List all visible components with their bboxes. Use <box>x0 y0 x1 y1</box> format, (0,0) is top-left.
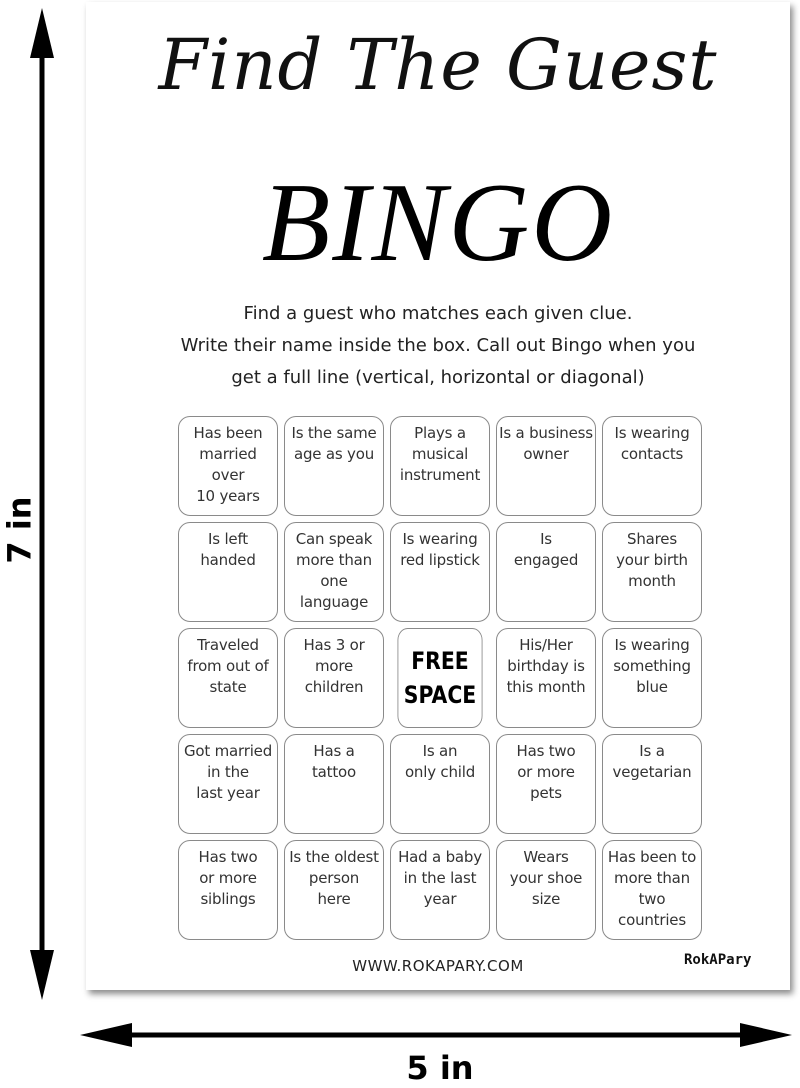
free-space-cell: FREE SPACE <box>398 628 483 728</box>
bingo-cell[interactable]: Has two or more pets <box>496 734 596 834</box>
instructions <box>126 298 750 394</box>
bingo-cell[interactable]: His/Her birthday is this month <box>496 628 596 728</box>
bingo-cell[interactable]: Can speak more than one language <box>284 522 384 622</box>
bingo-cell[interactable]: Wears your shoe size <box>496 840 596 940</box>
instruction-line: get a full line (vertical, horizontal or diagonal) <box>231 367 645 388</box>
width-label: 5 in <box>406 1049 474 1087</box>
bingo-cell[interactable]: Got married in the last year <box>178 734 278 834</box>
bingo-cell[interactable]: Is a business owner <box>496 416 596 516</box>
instruction-line: Find a guest who matches each given clue. <box>243 303 633 324</box>
bingo-cell[interactable]: Plays a musical instrument <box>390 416 490 516</box>
bingo-cell[interactable]: Has been to more than two countries <box>602 840 702 940</box>
bingo-cell[interactable]: Traveled from out of state <box>178 628 278 728</box>
height-label: 7 in <box>1 496 39 564</box>
bingo-cell[interactable]: Is the same age as you <box>284 416 384 516</box>
bingo-cell[interactable]: Has two or more siblings <box>178 840 278 940</box>
bingo-cell[interactable]: Has a tattoo <box>284 734 384 834</box>
horizontal-dimension-arrow <box>80 1023 792 1047</box>
bingo-cell[interactable]: Has been married over 10 years <box>178 416 278 516</box>
bingo-cell[interactable]: Had a baby in the last year <box>390 840 490 940</box>
bingo-cell[interactable]: Is wearing contacts <box>602 416 702 516</box>
bingo-cell[interactable]: Shares your birth month <box>602 522 702 622</box>
bingo-cell[interactable]: Is an only child <box>390 734 490 834</box>
bingo-cell[interactable]: Is wearing something blue <box>602 628 702 728</box>
bingo-cell[interactable]: Is left handed <box>178 522 278 622</box>
script-title: Find The Guest <box>158 24 718 106</box>
instruction-line: Write their name inside the box. Call out Bingo when you <box>180 335 696 356</box>
bingo-cell[interactable]: Has 3 or more children <box>284 628 384 728</box>
brand-logo: RokAPary <box>684 952 752 968</box>
website-url: WWW.ROKAPARY.COM <box>352 957 524 975</box>
bingo-grid <box>178 416 702 940</box>
bingo-cell[interactable]: Is the oldest person here <box>284 840 384 940</box>
bingo-cell[interactable]: Is a vegetarian <box>602 734 702 834</box>
bingo-cell[interactable]: Is engaged <box>496 522 596 622</box>
bingo-cell[interactable]: Is wearing red lipstick <box>390 522 490 622</box>
bingo-title: BINGO <box>261 161 615 285</box>
